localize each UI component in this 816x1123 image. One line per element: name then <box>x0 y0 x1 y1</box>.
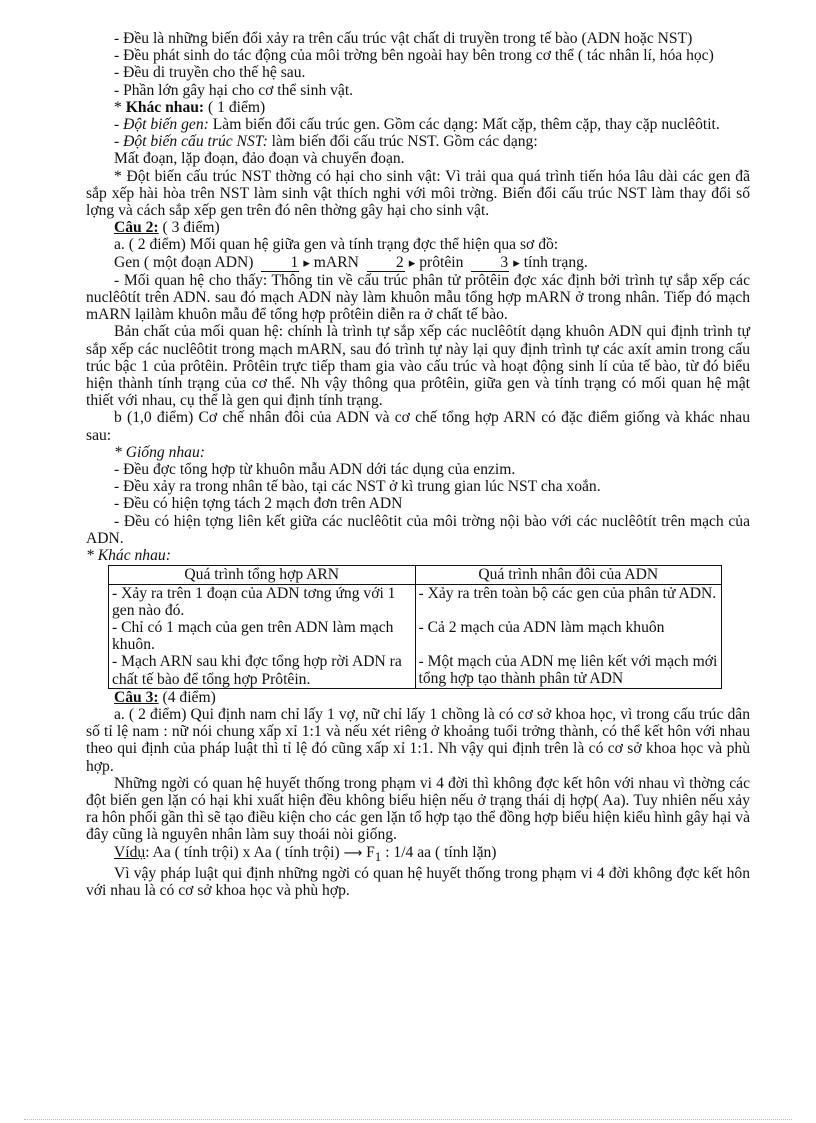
similarity-item: - Đều xảy ra trong nhân tế bào, tại các NST ở kì trung gian lúc NST cha xoắn. <box>114 478 601 496</box>
nst-mutation-paragraph: - Đột biến cấu trúc NST: làm biến đổi cấu trúc NST. Gồm các dạng: <box>114 133 538 151</box>
question-2a-explanation: - Mối quan hệ cho thấy: Thông tin về cấu trúc phân tử prôtêin đợc xác định bởi trình tự sắp xếp các nuclêôtít trên ADN. sau đó mạch ADN này làm khuôn mẫu tổng hợp mARN ở trong nhân. Tiếp đó mạch mARN lạilàm khuôn mẫu để tổng hợp prôtêin diễn ra ở chất tế bào. <box>86 271 750 324</box>
conclusion-paragraph: Vì vậy pháp luật qui định những ngời có quan hệ huyết thống trong phạm vi 4 đời không đợc kết hôn với nhau là có cơ sở khoa học và phù hợp. <box>86 864 750 900</box>
arrow-right-icon: ▸ <box>408 255 416 271</box>
differences-label-2: * Khác nhau: <box>86 547 171 565</box>
similarity-line-2: - Đều phát sinh do tác động của môi trờng bên ngoài hay bên trong cơ thể ( tác nhân lí, hóa học) <box>114 47 714 65</box>
question-2-heading <box>86 219 750 236</box>
document-page <box>86 30 750 899</box>
table-cell <box>109 584 416 688</box>
question-3-label: Câu 3: <box>114 688 159 706</box>
question-3-heading <box>86 689 750 706</box>
example-f-sub: 1 <box>374 848 382 864</box>
similarities-label: * Giống nhau: <box>114 443 205 461</box>
table-cell-text: - Chỉ có 1 mạch của gen trên ADN làm mạch khuôn. <box>112 618 394 654</box>
question-2-label: Câu 2: <box>114 219 159 237</box>
arrow-right-icon: ▸ <box>513 255 520 271</box>
table-cell-text: - Mạch ARN sau khi đợc tổng hợp rời ADN ra chất tế bào để tổng hợp Prôtêin. <box>112 653 402 688</box>
flow-protein: prôtêin <box>419 253 464 271</box>
table-cell-text: - Cả 2 mạch của ADN làm mạch khuôn <box>418 618 665 636</box>
table-header-row <box>109 566 722 584</box>
similarity-line-1: - Đều là những biến đổi xảy ra trên cấu trúc vật chất di truyền trong tế bào (ADN hoặc NST) <box>114 30 693 47</box>
question-2b-intro: b (1,0 điểm) Cơ chế nhân đôi của ADN và cơ chế tổng hợp ARN có đặc điểm giống và khác nhau sau: <box>86 409 750 444</box>
differences-heading: * Khác nhau: ( 1 điểm) <box>114 98 266 116</box>
gene-mutation-text: Làm biến đổi cấu trúc gen. Gồm các dạng: Mất cặp, thêm cặp, thay cặp nuclêôtit. <box>208 116 720 134</box>
example-cross: : Aa ( tính trội) x Aa ( tính trội) <box>145 843 340 861</box>
page-bottom-rule <box>24 1119 792 1120</box>
question-2-score: ( 3 điểm) <box>158 219 220 237</box>
arrow-right-icon: ▸ <box>303 255 310 271</box>
table-cell-text: - Một mạch của ADN mẹ liên kết với mạch mới tổng hợp tạo thành phân tử ADN <box>418 652 718 688</box>
nst-harm-paragraph: * Đột biến cấu trúc NST thờng có hại cho sinh vật: Vì trải qua quá trình tiến hóa lâu dài các gen đã sắp xếp hài hòa trên NST làm sinh vật thích nghi với môi trờng. Biến đổi cấu trúc NST làm thay đổi số lợng và cách sắp xếp gen trên đó nên thờng gây hại cho sinh vật. <box>86 167 750 220</box>
question-3a-text: a. ( 2 điểm) Qui định nam chỉ lấy 1 vợ, nữ chỉ lấy 1 chồng là có cơ sở khoa học, vì trong cấu trúc dân số tỉ lệ nam : nữ nói chung xấp xỉ 1:1 và nếu xét riêng ở khoảng tuổi trởng thành, có thể kết hôn với nhau theo qui định của pháp luật thì tỉ lệ đó cũng xấp xỉ 1:1. Nh vậy qui định trên là có cơ sở khoa học và phù hợp. <box>86 705 750 775</box>
flow-step-2: 2 <box>367 254 405 272</box>
table-row <box>109 584 722 688</box>
gene-mutation-paragraph: - Đột biến gen: Làm biến đổi cấu trúc gen. Gồm các dạng: Mất cặp, thêm cặp, thay cặp nuclêôtit. <box>114 116 720 134</box>
flow-step-1: 1 <box>261 254 299 272</box>
gene-mutation-label: Đột biến gen: <box>123 116 209 134</box>
table-header: Quá trình nhân đôi của ADN <box>415 566 722 584</box>
similarity-line-3: - Đều di truyền cho thế hệ sau. <box>114 64 306 82</box>
differences-label: Khác nhau: <box>125 98 205 116</box>
similarity-line-4: - Phần lớn gây hại cho cơ thể sinh vật. <box>114 81 354 99</box>
question-3-score: (4 điểm) <box>158 688 216 706</box>
nst-mutation-label: Đột biến cấu trúc NST: <box>123 133 268 151</box>
similarity-item: - Đều đợc tổng hợp từ khuôn mẫu ADN dới tác dụng của enzim. <box>114 461 516 479</box>
table-cell-text: - Xảy ra trên toàn bộ các gen của phân tử ADN. <box>418 584 717 602</box>
nst-mutation-types: Mất đoạn, lặp đoạn, đảo đoạn và chuyển đoạn. <box>114 150 405 168</box>
example-f: F <box>366 843 375 861</box>
differences-score: ( 1 điểm) <box>204 98 266 116</box>
example-label: Vídụ <box>114 843 146 861</box>
table-cell <box>415 584 722 688</box>
comparison-table <box>108 565 722 688</box>
question-2a-intro: a. ( 2 điểm) Mối quan hệ giữa gen và tính trạng đợc thể hiện qua sơ đồ: <box>114 236 559 254</box>
flow-step-3: 3 <box>471 254 509 272</box>
arrow-right-icon: ⟶ <box>343 845 363 861</box>
example-line <box>86 844 750 865</box>
consanguinity-paragraph: Những ngời có quan hệ huyết thống trong phạm vi 4 đời thì không đợc kết hôn với nhau vì thờng các đột biến gen lặn có hại khi xuất hiện đều không biểu hiện nếu ở trạng thái dị hợp( Aa). Tuy nhiên nếu xảy ra hôn phối gần thì sẽ tạo điều kiện cho các gen lặn tổ hợp tạo thể đồng hợp biểu hiện kiểu hình gây hại và đây cũng là nguyên nhân làm suy thoái nòi giống. <box>86 774 750 844</box>
question-2a-nature: Bản chất của mối quan hệ: chính là trình tự sắp xếp các nuclêôtít dạng khuôn ADN qui định trình tự sắp xếp các nuclêôtit trong mạch mARN, sau đó trình tự này lại quy định trình tự các axít amin trong cấu trúc bậc 1 của prôtêin. Prôtêin trực tiếp tham gia vào cấu trúc và hoạt động sinh lí của tế bào, từ đó biểu hiện thành tính trạng của cơ thể. Nh vậy thông qua prôtêin, giữa gen và tính trạng có mối quan hệ mật thiết với nhau, cụ thể là gen qui định tính trạng. <box>86 323 750 410</box>
gene-trait-flow <box>86 254 750 272</box>
nst-mutation-text: làm biến đổi cấu trúc NST. Gồm các dạng: <box>267 133 538 151</box>
similarity-item: - Đều có hiện tợng liên kết giữa các nuclêôtit của môi trờng nội bào với các nuclêôtít trên mạch của ADN. <box>86 512 750 547</box>
example-result: : 1/4 aa ( tính lặn) <box>381 843 497 861</box>
table-cell-text: - Xảy ra trên 1 đoạn của ADN tơng ứng với 1 gen nào đó. <box>112 584 396 619</box>
flow-gene: Gen ( một đoạn ADN) <box>114 253 254 271</box>
table-header: Quá trình tổng hợp ARN <box>109 566 416 584</box>
flow-trait: tính trạng. <box>523 253 588 271</box>
flow-marn: mARN <box>313 253 359 271</box>
similarity-item: - Đều có hiện tợng tách 2 mạch đơn trên ADN <box>114 495 403 513</box>
